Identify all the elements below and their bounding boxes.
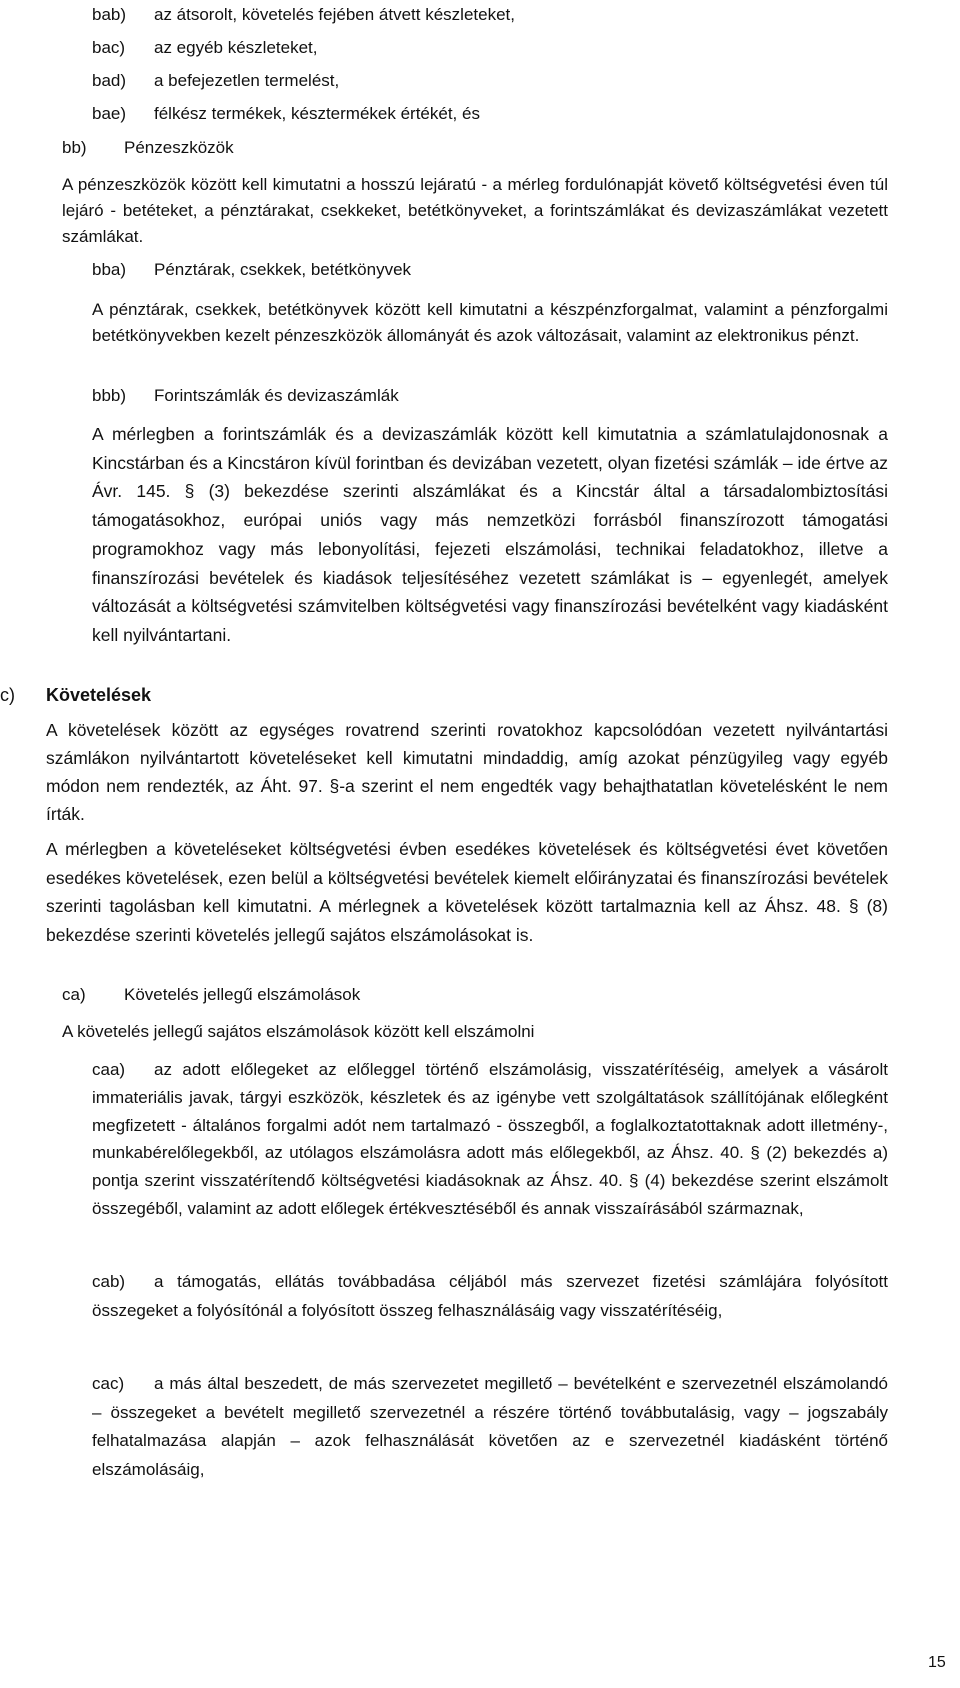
item-label: bab)	[92, 5, 127, 24]
section-label: bba)	[92, 260, 127, 279]
section-heading-bb	[62, 137, 234, 159]
list-item-cab	[92, 1268, 888, 1325]
item-text: a más által beszedett, de más szervezetet megillető – bevételként e szervezetnél elszámolandó – összegeket a bevételt megillető szervezetnél a részére történő továbbutalásig, vagy – jogszabály felhatalmazása alapján – azok felhasználását követően az e szervezetnél kiadásként történő elszámolásáig,	[92, 1374, 888, 1479]
section-title: Követelések	[46, 685, 152, 705]
item-text: az egyéb készleteket,	[154, 38, 318, 57]
item-label: bad)	[92, 71, 127, 90]
list-item	[92, 103, 480, 125]
paragraph-text: A követelés jellegű sajátos elszámolások között kell elszámolni	[62, 1022, 535, 1041]
section-heading-bbb	[92, 385, 399, 407]
item-label: cac)	[92, 1374, 125, 1393]
section-label: bbb)	[92, 386, 127, 405]
list-item-caa	[92, 1056, 888, 1223]
section-title: Követelés jellegű elszámolások	[124, 985, 361, 1004]
section-heading-bba	[92, 259, 411, 281]
list-item	[92, 70, 339, 92]
paragraph-bba	[92, 297, 888, 349]
item-text: az adott előlegeket az előleggel történő elszámolásig, visszatérítéséig, amelyek a vásárolt immateriális javak, tárgyi eszközök, készletek és az igénybe vett szolgáltatások szállítójának előlegként megfizetett - általános forgalmi adót nem tartalmazó - összegből, a foglalkoztatottaknak adott illetmény-, munkabérelőlegekből, az utólagos elszámolásra adott más előlegekből, az Áhsz. 40. § (2) bekezdés a) pontja szerint visszatérítendő költségvetési kiadásoknak az Áhsz. 40. § (4) bekezdése szerint elszámolt összegéből, valamint az adott előlegek értékvesztéséből és annak visszaírásából származnak,	[92, 1060, 888, 1218]
paragraph-c-1	[46, 716, 888, 828]
section-heading-ca	[62, 984, 360, 1006]
paragraph-ca-intro	[62, 1021, 534, 1043]
item-text: a támogatás, ellátás továbbadása céljából más szervezet fizetési számlájára folyósított összegeket a folyósítónál a folyósított összeg felhasználásáig vagy visszatérítéséig,	[92, 1272, 888, 1320]
item-label: caa)	[92, 1060, 126, 1079]
paragraph-text: A pénztárak, csekkek, betétkönyvek között kell kimutatni a készpénzforgalmat, valamint a pénzforgalmi betétkönyvekben kezelt pénzeszközök állományát és azok változásait, valamint az elektronikus pénzt.	[92, 300, 888, 345]
section-label: bb)	[62, 138, 87, 157]
paragraph-text: A mérlegben a követeléseket költségvetési évben esedékes követelések és költségvetési évet követően esedékes követelések, ezen belül a költségvetési bevételek kiemelt előirányzatai és finanszírozási bevételek szerinti tagolásban kell kimutatni. A mérlegnek a követelések között tartalmaznia kell az Áhsz. 48. § (8) bekezdése szerinti követelés jellegű sajátos elszámolásokat is.	[46, 839, 888, 945]
item-label: bae)	[92, 104, 127, 123]
item-text: az átsorolt, követelés fejében átvett készleteket,	[154, 5, 515, 24]
list-item	[92, 4, 515, 26]
paragraph-text: A követelések között az egységes rovatrend szerinti rovatokhoz kapcsolódóan vezetett nyilvántartási számlákon nyilvántartott követeléseket kell kimutatni mindaddig, amíg azokat pénzügyileg vagy egyéb módon nem rendezték, az Áht. 97. §-a szerint el nem engedték vagy behajthatatlan követelésként le nem írták.	[46, 720, 888, 824]
section-title: Pénzeszközök	[124, 138, 234, 157]
paragraph-text: A pénzeszközök között kell kimutatni a hosszú lejáratú - a mérleg fordulónapját követő költségvetési éven túl lejáró - betéteket, a pénztárakat, csekkeket, betétkönyveket, a forintszámlákat és devizaszámlákat vezetett számlákat.	[62, 175, 888, 246]
paragraph-c-2	[46, 835, 888, 949]
paragraph-bb	[62, 172, 888, 250]
item-label: cab)	[92, 1272, 126, 1291]
list-item	[92, 37, 317, 59]
paragraph-bbb	[92, 420, 888, 650]
section-label: ca)	[62, 985, 86, 1004]
section-label: c)	[0, 685, 15, 705]
page-number: 15	[928, 1654, 946, 1671]
paragraph-text: A mérlegben a forintszámlák és a devizaszámlák között kell kimutatnia a számlatulajdonosnak a Kincstárban és a Kincstáron kívül forintban és devizában vezetett, olyan fizetési számlák – ide értve az Ávr. 145. § (3) bekezdése szerinti alszámlákat és a Kincstár által a társadalombiztosítási támogatásokhoz, európai uniós vagy más nemzetközi forrásból finanszírozott támogatási programokhoz vagy más lebonyolítási, fejezeti elszámolási, technikai feladatokhoz, illetve a finanszírozási bevételek és kiadások teljesítéséhez vezetett számlákat is – egyenlegét, amelyek változását a költségvetési számvitelben költségvetési vagy finanszírozási bevételként vagy kiadásként kell nyilvántartani.	[92, 424, 888, 645]
section-heading-c	[0, 684, 151, 706]
item-text: félkész termékek, késztermékek értékét, és	[154, 104, 480, 123]
item-label: bac)	[92, 38, 126, 57]
item-text: a befejezetlen termelést,	[154, 71, 340, 90]
list-item-cac	[92, 1370, 888, 1484]
section-title: Forintszámlák és devizaszámlák	[154, 386, 399, 405]
section-title: Pénztárak, csekkek, betétkönyvek	[154, 260, 412, 279]
